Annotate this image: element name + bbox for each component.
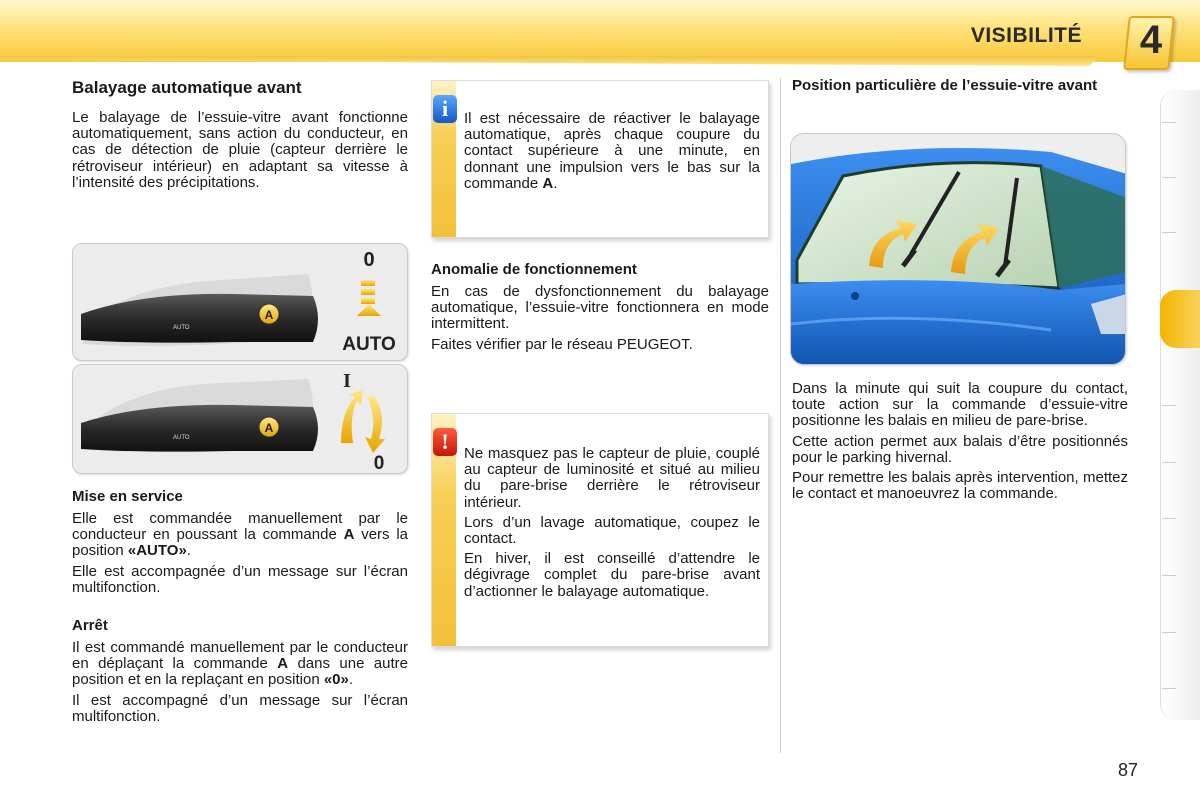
intro-paragraph bbox=[72, 110, 408, 195]
stalk-auto-illustration bbox=[73, 244, 408, 361]
malfunction-text bbox=[431, 284, 769, 357]
side-tab-active[interactable] bbox=[1160, 290, 1200, 348]
side-tab-divider bbox=[1162, 575, 1176, 576]
parking-heading: Position particulière de l’essuie-vitre avant bbox=[792, 77, 1098, 94]
malfunction-heading: Anomalie de fonctionnement bbox=[431, 261, 637, 278]
auto-label: AUTO bbox=[342, 334, 396, 355]
info-note-text: Il est nécessaire de réactiver le balayage automatique, après chaque coupure du contact supérieure à une minute, en donnant une impulsion vers le bas sur la commande A. bbox=[464, 110, 760, 192]
stop-paragraph: Il est commandé manuellement par le conducteur en déplaçant la commande A dans une autre position et en la replaçant en position «0». bbox=[72, 639, 408, 689]
malfunction-dealer-paragraph: Faites vérifier par le réseau PEUGEOT. bbox=[431, 335, 693, 353]
info-icon: i bbox=[433, 95, 457, 123]
stop-message-paragraph: Il est accompagné d’un message sur l’écran multifonction. bbox=[72, 691, 408, 725]
warning-icon: ! bbox=[433, 428, 457, 456]
side-tab-divider bbox=[1162, 122, 1176, 123]
warning-note bbox=[431, 413, 769, 647]
activation-text bbox=[72, 511, 408, 600]
stop-text bbox=[72, 640, 408, 729]
warning-paragraph: Ne masquez pas le capteur de pluie, couplé au capteur de luminosité et situé au milieu du pare-brise derrière le rétroviseur intérieur. bbox=[464, 445, 760, 511]
side-tab-divider bbox=[1162, 632, 1176, 633]
side-tab-divider bbox=[1162, 462, 1176, 463]
position-zero-label: 0 bbox=[363, 249, 375, 271]
side-tab-divider bbox=[1162, 518, 1176, 519]
stalk-auto-mark: AUTO bbox=[173, 325, 190, 331]
windscreen-illustration bbox=[791, 134, 1126, 365]
parking-paragraph: Cette action permet aux balais d’être positionnés pour le parking hivernal. bbox=[792, 432, 1128, 466]
warning-note-text bbox=[464, 446, 760, 604]
position-zero-label: 0 bbox=[373, 453, 385, 474]
warning-paragraph: En hiver, il est conseillé d’attendre le dégivrage complet du pare-brise avant d’actionner le balayage automatique. bbox=[464, 550, 760, 600]
parking-paragraph: Pour remettre les balais après intervention, mettez le contact et manoeuvrez la commande. bbox=[792, 469, 1128, 503]
malfunction-paragraph: En cas de dysfonctionnement du balayage automatique, l’essuie-vitre fonctionnera en mode intermittent. bbox=[431, 283, 769, 333]
activation-paragraph: Elle est commandée manuellement par le conducteur en poussant la commande A vers la position «AUTO». bbox=[72, 510, 408, 560]
intro-text: Le balayage de l’essuie-vitre avant fonctionne automatiquement, sans action du conducteur, en cas de détection de pluie (capteur derrière le rétroviseur intérieur) en adaptant sa vitesse à l’intensité des précipitations. bbox=[72, 109, 408, 191]
stalk-figure-auto bbox=[72, 243, 408, 361]
activation-message-paragraph: Elle est accompagnée d’un message sur l’écran multifonction. bbox=[72, 562, 408, 596]
section-heading: Balayage automatique avant bbox=[72, 78, 302, 97]
side-tab-divider bbox=[1162, 177, 1176, 178]
chapter-number: 4 bbox=[1139, 18, 1163, 62]
side-tab-divider bbox=[1162, 688, 1176, 689]
warning-paragraph: Lors d’un lavage automatique, coupez le contact. bbox=[464, 513, 760, 548]
stop-heading: Arrêt bbox=[72, 617, 108, 634]
side-tab-divider bbox=[1162, 232, 1176, 233]
stalk-button-label: A bbox=[264, 308, 274, 322]
activation-heading: Mise en service bbox=[72, 488, 183, 505]
page-number: 87 bbox=[1118, 760, 1139, 780]
side-tab-divider bbox=[1162, 405, 1176, 406]
windscreen-figure bbox=[790, 133, 1126, 365]
stalk-stop-illustration bbox=[73, 365, 408, 474]
parking-text bbox=[792, 381, 1128, 506]
stalk-button-label: A bbox=[264, 421, 274, 435]
position-one-label: I bbox=[343, 370, 351, 392]
stalk-auto-mark: AUTO bbox=[173, 435, 190, 441]
section-title: VISIBILITÉ bbox=[970, 24, 1082, 47]
info-note bbox=[431, 80, 769, 238]
stalk-figure-stop bbox=[72, 364, 408, 474]
parking-paragraph: Dans la minute qui suit la coupure du contact, toute action sur la commande d’essuie-vitre positionne les balais en milieu de pare-brise. bbox=[792, 380, 1128, 430]
column-divider bbox=[780, 78, 781, 753]
